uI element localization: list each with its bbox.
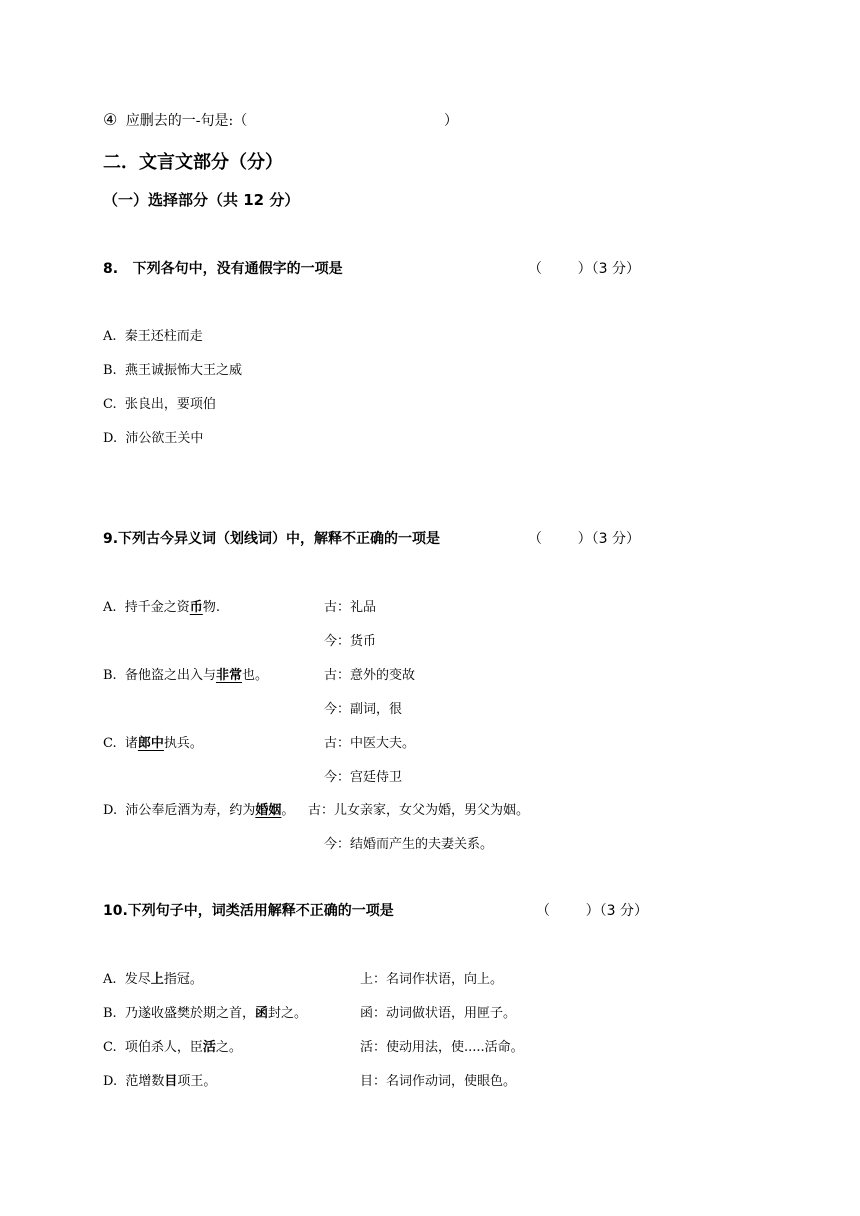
q9-d-modern-meaning: 今：结婚而产生的夫妻关系。 [324,837,494,852]
item-text: 应删去的一-句是:（ [125,113,248,129]
q8-option-b: B. 燕王诚振怖大王之威 [103,363,242,378]
q9-option-b: B. 备他盗之出入与非常也。 [103,668,268,683]
q8-answer-paren: （ ）（3 分） [528,261,640,277]
item-number: ④ [103,110,118,129]
q9-option-a: A. 持千金之资币物. [103,600,220,615]
section-title: 二．文言文部分（分） [103,152,283,173]
q10-stem: 10.下列句子中，词类活用解释不正确的一项是 [103,903,394,919]
underlined-word: 非常 [215,668,242,683]
q8-option-d: D. 沛公欲王关中 [103,431,204,446]
q10-option-c: C. 项伯杀人，臣活之。 [103,1040,242,1055]
q9-a-ancient-meaning: 古：礼品 [324,600,377,615]
highlighted-word: 目 [164,1074,178,1089]
underlined-word: 婚姻 [255,803,282,818]
q9-a-modern-meaning: 今：货币 [324,634,377,649]
q9-b-ancient-meaning: 古：意外的变故 [324,668,416,683]
q10-a-explanation: 上：名词作状语，向上。 [360,972,504,987]
underlined-word: 币 [189,600,203,615]
q10-option-d: D. 范增数目项王。 [103,1074,217,1089]
q9-option-d: D. 沛公奉卮酒为寿，约为婚姻。 [103,803,295,818]
subsection-title: （一）选择部分（共 12 分） [103,191,300,209]
fill-in-line-4 [103,110,247,130]
q10-d-explanation: 目：名词作动词，使眼色。 [360,1074,517,1089]
q10-option-a: A. 发尽上指冠。 [103,972,203,987]
q10-answer-paren: （ ）（3 分） [536,903,648,919]
highlighted-word: 上 [150,972,164,987]
q8-option-a: A. 秦王还柱而走 [103,329,203,344]
highlighted-word: 函 [254,1006,268,1021]
q8-option-c: C. 张良出，要项伯 [103,397,216,412]
answer-blank-close: ） [444,113,458,129]
q8-stem: 8. 下列各句中，没有通假字的一项是 [103,261,343,277]
underlined-word: 郎中 [137,736,164,751]
q10-c-explanation: 活：使动用法，使.....活命。 [360,1040,524,1055]
q9-b-modern-meaning: 今：副词，很 [324,702,403,717]
highlighted-word: 活 [202,1040,216,1055]
q10-option-b: B. 乃遂收盛樊於期之首，函封之。 [103,1006,307,1021]
q9-option-c: C. 诸郎中执兵。 [103,736,203,751]
q9-stem: 9.下列古今异义词（划线词）中，解释不正确的一项是 [103,531,441,547]
q9-c-ancient-meaning: 古：中医大夫。 [324,736,416,751]
q9-answer-paren: （ ）（3 分） [528,531,640,547]
q9-c-modern-meaning: 今：宫廷侍卫 [324,770,403,785]
q10-b-explanation: 函：动词做状语，用匣子。 [360,1006,517,1021]
q9-d-ancient-meaning: 古：儿女亲家，女父为婚，男父为姻。 [308,803,530,818]
